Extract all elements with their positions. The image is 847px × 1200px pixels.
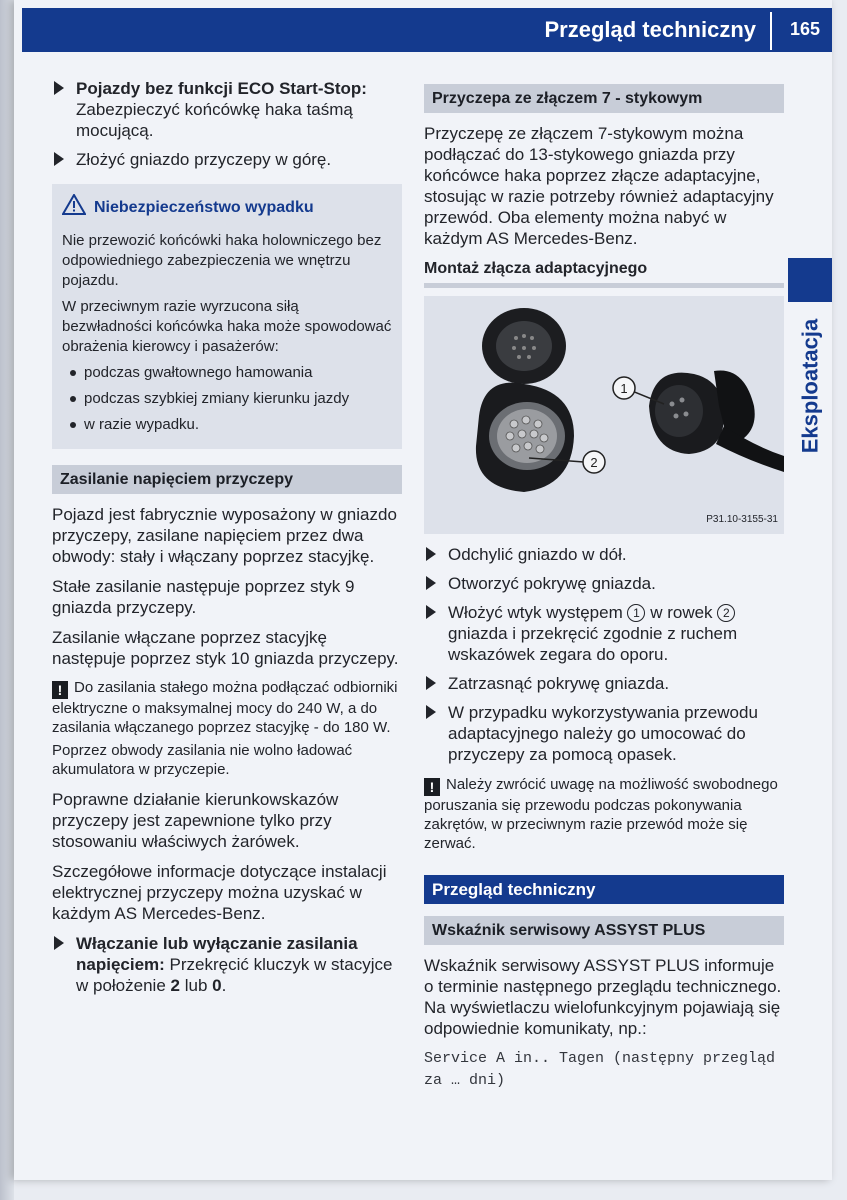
bullet-bold: Pojazdy bez funkcji ECO Start-Stop: bbox=[76, 79, 367, 98]
dot-bullet-icon bbox=[70, 370, 76, 376]
note-box bbox=[52, 678, 402, 779]
side-marker bbox=[788, 258, 832, 302]
step-text: Otworzyć pokrywę gniazda. bbox=[448, 574, 656, 593]
page-number: 165 bbox=[789, 19, 820, 39]
warning-text: W przeciwnym razie wyrzucona siłą bezwładności końcówka haka może spowodować obrażenia kierowcy i pasażerów: bbox=[62, 298, 392, 355]
exclamation-icon: ! bbox=[424, 778, 440, 796]
header-title: Przegląd techniczny bbox=[544, 17, 756, 42]
list-item bbox=[52, 933, 402, 996]
key-position: 2 bbox=[170, 976, 180, 995]
left-column bbox=[52, 78, 402, 1004]
arrow-bullet-icon bbox=[54, 81, 64, 95]
paragraph: Pojazd jest fabrycznie wyposażony w gniazdo przyczepy, zasilane napięciem przez dwa obwody: stały i włączany poprzez stacyjkę. bbox=[52, 505, 397, 566]
step-text: gniazda i przekręcić zgodnie z ruchem wskazówek zegara do oporu. bbox=[448, 624, 738, 664]
section-heading: Przyczepa ze złączem 7 - stykowym bbox=[424, 84, 784, 113]
list-item bbox=[424, 702, 784, 765]
step-text: Odchylić gniazdo w dół. bbox=[448, 545, 627, 564]
warning-title: Niebezpieczeństwo wypadku bbox=[94, 198, 314, 216]
list-item bbox=[62, 415, 392, 435]
step-text: w rowek bbox=[645, 603, 718, 622]
bullet-text: . bbox=[221, 976, 227, 995]
section-heading: Wskaźnik serwisowy ASSYST PLUS bbox=[424, 916, 784, 945]
callout-1: 1 bbox=[620, 381, 628, 396]
warning-header bbox=[62, 194, 392, 221]
bullet-bold: Włączanie lub wyłączanie zasilania napięciem: bbox=[76, 934, 358, 974]
connector-figure bbox=[424, 296, 784, 534]
note-text: Należy zwrócić uwagę na możliwość swobodnego poruszania się przewodu podczas pokonywania zakrętów, w przeciwnym razie przewód może się zerwać. bbox=[424, 776, 778, 852]
figure-code: P31.10-3155-31 bbox=[706, 514, 778, 525]
paragraph: Szczegółowe informacje dotyczące instalacji elektrycznej przyczepy można uzyskać w każdym AS Mercedes-Benz. bbox=[52, 862, 387, 923]
list-item bbox=[62, 389, 392, 409]
paragraph: Poprawne działanie kierunkowskazów przyczepy jest zapewnione tylko przy stosowaniu właściwych żarówek. bbox=[52, 790, 339, 851]
list-item bbox=[424, 673, 784, 694]
exclamation-icon: ! bbox=[52, 681, 68, 699]
step-text: Włożyć wtyk występem bbox=[448, 603, 628, 622]
arrow-bullet-icon bbox=[54, 936, 64, 950]
key-position: 0 bbox=[212, 976, 222, 995]
callout-ref: 1 bbox=[627, 604, 645, 622]
list-item bbox=[52, 149, 402, 170]
page-header bbox=[22, 8, 832, 52]
arrow-bullet-icon bbox=[426, 705, 436, 719]
step-text: W przypadku wykorzystywania przewodu adaptacyjnego należy go umocować do przyczepy za pomocą opasek. bbox=[448, 703, 758, 764]
arrow-bullet-icon bbox=[54, 152, 64, 166]
manual-page bbox=[14, 0, 832, 1180]
display-message: Service A in.. Tagen (następny przegląd za … dni) bbox=[424, 1050, 776, 1089]
chapter-tab bbox=[788, 306, 832, 466]
bullet-text: Złożyć gniazdo przyczepy w górę. bbox=[76, 150, 332, 169]
callout-ref: 2 bbox=[717, 604, 735, 622]
list-item-text: podczas szybkiej zmiany kierunku jazdy bbox=[84, 390, 350, 407]
chapter-tab-label: Eksploatacja bbox=[797, 318, 823, 454]
list-item-text: podczas gwałtownego hamowania bbox=[84, 364, 313, 381]
section-heading: Przegląd techniczny bbox=[424, 875, 784, 904]
paragraph: Zasilanie włączane poprzez stacyjkę następuje poprzez styk 10 gniazda przyczepy. bbox=[52, 628, 399, 668]
arrow-bullet-icon bbox=[426, 547, 436, 561]
warning-text: Nie przewozić końcówki haka holowniczego bez odpowiedniego zabezpieczenia we wnętrzu pojazdu. bbox=[62, 232, 382, 289]
list-item bbox=[424, 573, 784, 594]
header-divider bbox=[770, 12, 772, 50]
list-item bbox=[62, 363, 392, 383]
adjacent-page-edge bbox=[0, 0, 14, 1200]
list-item-text: w razie wypadku. bbox=[84, 416, 200, 433]
arrow-bullet-icon bbox=[426, 676, 436, 690]
note-text: Poprzez obwody zasilania nie wolno ładować akumulatora w przyczepie. bbox=[52, 742, 353, 778]
paragraph: Przyczepę ze złączem 7-stykowym można podłączać do 13-stykowego gniazda przy końcówce haka poprzez złącze adaptacyjne, stosując w razie potrzeby również adaptacyjny przewód. Oba elementy można nabyć w każdym AS Mercedes-Benz. bbox=[424, 124, 774, 248]
section-heading: Zasilanie napięciem przyczepy bbox=[52, 465, 402, 494]
right-column bbox=[424, 84, 784, 1092]
callout-2: 2 bbox=[590, 455, 598, 470]
trailer-socket-illustration bbox=[424, 296, 784, 534]
bullet-text: lub bbox=[179, 976, 213, 995]
step-text: Zatrzasnąć pokrywę gniazda. bbox=[448, 674, 670, 693]
warning-triangle-icon bbox=[62, 194, 86, 221]
subsection-heading: Montaż złącza adaptacyjnego bbox=[424, 258, 784, 288]
arrow-bullet-icon bbox=[426, 576, 436, 590]
dot-bullet-icon bbox=[70, 396, 76, 402]
bullet-text: Przekręcić kluczyk w stacyjce w położenie bbox=[76, 955, 393, 995]
paragraph: Stałe zasilanie następuje poprzez styk 9 gniazda przyczepy. bbox=[52, 577, 355, 617]
paragraph: Wskaźnik serwisowy ASSYST PLUS informuje o terminie następnego przeglądu technicznego. Na wyświetlaczu wielofunkcyjnym pojawiają się odpowiednie komunikaty, np.: bbox=[424, 956, 782, 1038]
list-item bbox=[52, 78, 402, 141]
bullet-text: Zabezpieczyć końcówkę haka taśmą mocującą. bbox=[76, 100, 353, 140]
note-text: Do zasilania stałego można podłączać odbiorniki elektryczne o maksymalnej mocy do 240 W, a do zasilania włączanego poprzez stacyjkę - do 180 W. bbox=[52, 679, 398, 736]
arrow-bullet-icon bbox=[426, 605, 436, 619]
warning-box bbox=[52, 184, 402, 449]
list-item bbox=[424, 602, 784, 665]
list-item bbox=[424, 544, 784, 565]
note-box bbox=[424, 775, 784, 853]
dot-bullet-icon bbox=[70, 422, 76, 428]
